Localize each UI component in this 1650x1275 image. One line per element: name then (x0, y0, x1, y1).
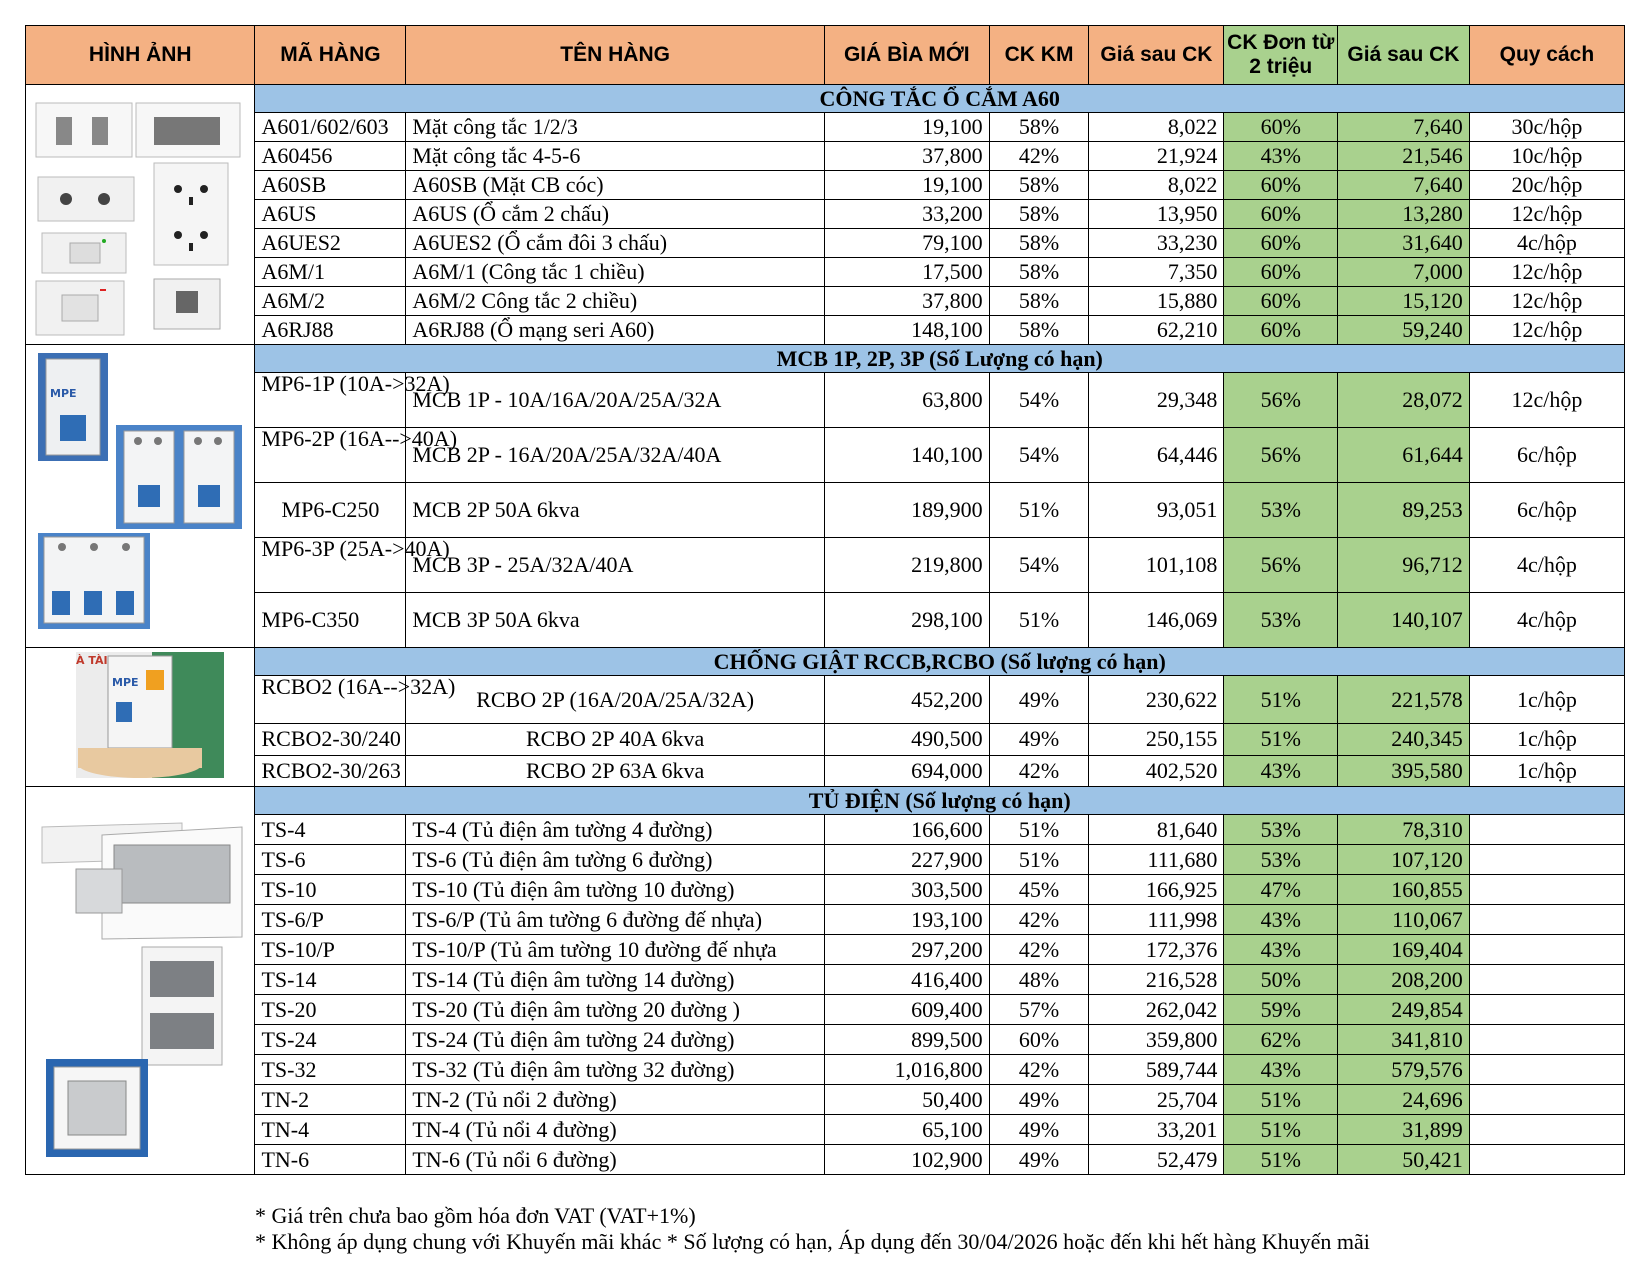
item-ck-km: 51% (989, 593, 1089, 648)
item-code: TN-2 (255, 1085, 406, 1115)
item-price-after-ck2: 7,000 (1338, 258, 1470, 287)
item-code: MP6-2P (16A-->40A) (255, 428, 406, 483)
item-name: RCBO 2P 63A 6kva (406, 755, 825, 786)
item-price-after-ck2: 107,120 (1338, 845, 1470, 875)
item-ck-order: 60% (1224, 113, 1338, 142)
table-row (26, 935, 1625, 965)
item-list-price: 63,800 (824, 373, 989, 428)
item-ck-km: 58% (989, 287, 1089, 316)
item-list-price: 219,800 (824, 538, 989, 593)
item-code: RCBO2-30/240 (255, 724, 406, 755)
item-ck-km: 58% (989, 171, 1089, 200)
item-ck-order: 51% (1224, 1145, 1338, 1175)
item-ck-km: 58% (989, 316, 1089, 345)
item-ck-order: 43% (1224, 142, 1338, 171)
item-price-after-ck: 33,201 (1089, 1115, 1224, 1145)
item-code: TN-6 (255, 1145, 406, 1175)
item-code: TS-32 (255, 1055, 406, 1085)
item-ck-km: 51% (989, 845, 1089, 875)
item-price-after-ck2: 24,696 (1338, 1085, 1470, 1115)
item-price-after-ck2: 7,640 (1338, 113, 1470, 142)
item-list-price: 79,100 (824, 229, 989, 258)
table-row (26, 965, 1625, 995)
mcb-breaker-icon (32, 345, 248, 635)
item-price-after-ck2: 50,421 (1338, 1145, 1470, 1175)
item-name: TN-2 (Tủ nổi 2 đường) (406, 1085, 825, 1115)
item-code: TS-6/P (255, 905, 406, 935)
rcbo-badge-label: À TÀI (76, 654, 108, 667)
item-ck-km: 42% (989, 935, 1089, 965)
item-ck-km: 42% (989, 1055, 1089, 1085)
item-name: A6M/2 Công tắc 2 chiều) (406, 287, 825, 316)
item-code: A601/602/603 (255, 113, 406, 142)
item-list-price: 899,500 (824, 1025, 989, 1055)
item-ck-order: 60% (1224, 171, 1338, 200)
item-price-after-ck: 172,376 (1089, 935, 1224, 965)
item-name: MCB 3P 50A 6kva (406, 593, 825, 648)
item-list-price: 297,200 (824, 935, 989, 965)
item-price-after-ck2: 28,072 (1338, 373, 1470, 428)
table-row (26, 229, 1625, 258)
item-ck-order: 60% (1224, 287, 1338, 316)
table-row (26, 1115, 1625, 1145)
item-packing (1469, 935, 1624, 965)
item-ck-km: 54% (989, 373, 1089, 428)
item-list-price: 148,100 (824, 316, 989, 345)
item-price-after-ck: 7,350 (1089, 258, 1224, 287)
item-packing: 1c/hộp (1469, 755, 1624, 786)
item-code: TN-4 (255, 1115, 406, 1145)
item-packing: 12c/hộp (1469, 258, 1624, 287)
item-price-after-ck2: 169,404 (1338, 935, 1470, 965)
item-name: RCBO 2P (16A/20A/25A/32A) (406, 676, 825, 724)
item-ck-km: 54% (989, 428, 1089, 483)
item-price-after-ck: 262,042 (1089, 995, 1224, 1025)
item-ck-km: 49% (989, 724, 1089, 755)
item-price-after-ck: 8,022 (1089, 113, 1224, 142)
item-ck-order: 60% (1224, 229, 1338, 258)
table-row (26, 171, 1625, 200)
item-name: Mặt công tắc 4-5-6 (406, 142, 825, 171)
item-name: RCBO 2P 40A 6kva (406, 724, 825, 755)
item-ck-order: 56% (1224, 538, 1338, 593)
item-packing: 6c/hộp (1469, 483, 1624, 538)
item-name: TS-10/P (Tủ âm tường 10 đường đế nhựa (406, 935, 825, 965)
item-price-after-ck2: 160,855 (1338, 875, 1470, 905)
item-code: A6US (255, 200, 406, 229)
item-list-price: 33,200 (824, 200, 989, 229)
item-list-price: 37,800 (824, 142, 989, 171)
item-ck-km: 58% (989, 258, 1089, 287)
item-price-after-ck: 52,479 (1089, 1145, 1224, 1175)
section-header (26, 345, 1625, 373)
item-list-price: 452,200 (824, 676, 989, 724)
item-ck-km: 49% (989, 1145, 1089, 1175)
section-title: CHỐNG GIẬT RCCB,RCBO (Số lượng có hạn) (255, 648, 1625, 676)
mcb-images (26, 345, 255, 648)
item-price-after-ck: 25,704 (1089, 1085, 1224, 1115)
item-ck-order: 50% (1224, 965, 1338, 995)
item-packing (1469, 815, 1624, 845)
item-code: TS-4 (255, 815, 406, 845)
item-ck-order: 43% (1224, 905, 1338, 935)
item-packing: 1c/hộp (1469, 724, 1624, 755)
item-name: A6M/1 (Công tắc 1 chiều) (406, 258, 825, 287)
rcbo-breaker-icon (32, 648, 248, 782)
table-row (26, 845, 1625, 875)
header-packing: Quy cách (1469, 26, 1624, 85)
header-price-after-ck: Giá sau CK (1089, 26, 1224, 85)
header-code: MÃ HÀNG (255, 26, 406, 85)
item-packing (1469, 1085, 1624, 1115)
item-name: A6US (Ổ cắm 2 chấu) (406, 200, 825, 229)
item-price-after-ck2: 13,280 (1338, 200, 1470, 229)
item-code: A60SB (255, 171, 406, 200)
item-name: TN-4 (Tủ nổi 4 đường) (406, 1115, 825, 1145)
item-ck-km: 49% (989, 1115, 1089, 1145)
item-ck-order: 53% (1224, 845, 1338, 875)
item-ck-order: 51% (1224, 1115, 1338, 1145)
item-price-after-ck2: 59,240 (1338, 316, 1470, 345)
item-packing: 10c/hộp (1469, 142, 1624, 171)
item-name: TS-6 (Tủ điện âm tường 6 đường) (406, 845, 825, 875)
table-row (26, 538, 1625, 593)
item-code: TS-10/P (255, 935, 406, 965)
header-row (26, 26, 1625, 85)
item-packing (1469, 965, 1624, 995)
section-header (26, 85, 1625, 113)
notes (255, 1203, 1370, 1255)
item-price-after-ck: 64,446 (1089, 428, 1224, 483)
item-name: TS-20 (Tủ điện âm tường 20 đường ) (406, 995, 825, 1025)
section-header (26, 648, 1625, 676)
item-price-after-ck2: 110,067 (1338, 905, 1470, 935)
item-list-price: 19,100 (824, 171, 989, 200)
item-list-price: 65,100 (824, 1115, 989, 1145)
table-row (26, 676, 1625, 724)
item-code: RCBO2 (16A-->32A) (255, 676, 406, 724)
item-name: MCB 1P - 10A/16A/20A/25A/32A (406, 373, 825, 428)
item-ck-km: 42% (989, 755, 1089, 786)
item-packing: 12c/hộp (1469, 316, 1624, 345)
item-packing (1469, 1025, 1624, 1055)
table-row (26, 483, 1625, 538)
header-name: TÊN HÀNG (406, 26, 825, 85)
header-ck-km: CK KM (989, 26, 1089, 85)
table-row (26, 258, 1625, 287)
item-ck-km: 58% (989, 113, 1089, 142)
item-name: TS-6/P (Tủ âm tường 6 đường đế nhựa) (406, 905, 825, 935)
item-code: RCBO2-30/263 (255, 755, 406, 786)
item-list-price: 189,900 (824, 483, 989, 538)
item-list-price: 50,400 (824, 1085, 989, 1115)
item-ck-km: 60% (989, 1025, 1089, 1055)
item-price-after-ck2: 31,640 (1338, 229, 1470, 258)
item-ck-order: 60% (1224, 200, 1338, 229)
table-row (26, 316, 1625, 345)
item-ck-order: 56% (1224, 428, 1338, 483)
item-packing (1469, 1055, 1624, 1085)
item-code: MP6-1P (10A->32A) (255, 373, 406, 428)
item-packing (1469, 1115, 1624, 1145)
item-ck-km: 58% (989, 229, 1089, 258)
item-packing: 4c/hộp (1469, 538, 1624, 593)
item-price-after-ck2: 15,120 (1338, 287, 1470, 316)
item-price-after-ck: 589,744 (1089, 1055, 1224, 1085)
table-row (26, 755, 1625, 786)
item-list-price: 298,100 (824, 593, 989, 648)
table-row (26, 815, 1625, 845)
item-price-after-ck2: 249,854 (1338, 995, 1470, 1025)
table-row (26, 373, 1625, 428)
table-row (26, 428, 1625, 483)
item-code: TS-14 (255, 965, 406, 995)
header-price-after-ck2: Giá sau CK (1338, 26, 1470, 85)
item-name: TS-10 (Tủ điện âm tường 10 đường) (406, 875, 825, 905)
item-ck-order: 47% (1224, 875, 1338, 905)
item-name: A6RJ88 (Ổ mạng seri A60) (406, 316, 825, 345)
table-row (26, 287, 1625, 316)
item-code: A6RJ88 (255, 316, 406, 345)
item-ck-km: 51% (989, 483, 1089, 538)
item-ck-order: 56% (1224, 373, 1338, 428)
item-price-after-ck2: 78,310 (1338, 815, 1470, 845)
item-code: MP6-3P (25A->40A) (255, 538, 406, 593)
item-ck-km: 57% (989, 995, 1089, 1025)
table-row (26, 200, 1625, 229)
item-code: MP6-C350 (255, 593, 406, 648)
item-packing: 12c/hộp (1469, 287, 1624, 316)
item-code: A60456 (255, 142, 406, 171)
item-list-price: 416,400 (824, 965, 989, 995)
header-ck-order: CK Đơn từ 2 triệu (1224, 26, 1338, 85)
item-name: A60SB (Mặt CB cóc) (406, 171, 825, 200)
item-price-after-ck2: 395,580 (1338, 755, 1470, 786)
table-row (26, 142, 1625, 171)
price-table (25, 25, 1625, 1175)
item-list-price: 19,100 (824, 113, 989, 142)
item-price-after-ck: 230,622 (1089, 676, 1224, 724)
item-ck-km: 58% (989, 200, 1089, 229)
item-ck-km: 42% (989, 142, 1089, 171)
item-ck-km: 42% (989, 905, 1089, 935)
item-name: TN-6 (Tủ nổi 6 đường) (406, 1145, 825, 1175)
item-packing: 12c/hộp (1469, 373, 1624, 428)
item-price-after-ck: 359,800 (1089, 1025, 1224, 1055)
item-price-after-ck2: 21,546 (1338, 142, 1470, 171)
item-name: TS-4 (Tủ điện âm tường 4 đường) (406, 815, 825, 845)
item-packing: 20c/hộp (1469, 171, 1624, 200)
item-price-after-ck: 216,528 (1089, 965, 1224, 995)
item-ck-km: 54% (989, 538, 1089, 593)
item-list-price: 694,000 (824, 755, 989, 786)
item-price-after-ck: 250,155 (1089, 724, 1224, 755)
item-packing: 1c/hộp (1469, 676, 1624, 724)
item-price-after-ck2: 140,107 (1338, 593, 1470, 648)
item-code: MP6-C250 (255, 483, 406, 538)
item-name: TS-24 (Tủ điện âm tường 24 đường) (406, 1025, 825, 1055)
item-list-price: 166,600 (824, 815, 989, 845)
item-ck-order: 51% (1224, 676, 1338, 724)
item-price-after-ck2: 96,712 (1338, 538, 1470, 593)
item-price-after-ck: 402,520 (1089, 755, 1224, 786)
item-price-after-ck: 166,925 (1089, 875, 1224, 905)
cabinet-images (26, 787, 255, 1175)
note-vat: * Giá trên chưa bao gồm hóa đơn VAT (VAT+1%) (255, 1203, 696, 1228)
item-price-after-ck2: 31,899 (1338, 1115, 1470, 1145)
item-packing: 4c/hộp (1469, 593, 1624, 648)
item-list-price: 609,400 (824, 995, 989, 1025)
section-title: CÔNG TẮC Ổ CẮM A60 (255, 85, 1625, 113)
item-code: TS-10 (255, 875, 406, 905)
item-ck-km: 45% (989, 875, 1089, 905)
cabinet-icon (32, 787, 248, 1167)
item-packing (1469, 905, 1624, 935)
item-list-price: 303,500 (824, 875, 989, 905)
item-price-after-ck2: 7,640 (1338, 171, 1470, 200)
table-row (26, 724, 1625, 755)
item-packing (1469, 995, 1624, 1025)
item-packing (1469, 1145, 1624, 1175)
item-packing (1469, 845, 1624, 875)
item-ck-order: 43% (1224, 1055, 1338, 1085)
item-price-after-ck: 81,640 (1089, 815, 1224, 845)
item-price-after-ck: 13,950 (1089, 200, 1224, 229)
item-list-price: 227,900 (824, 845, 989, 875)
item-list-price: 102,900 (824, 1145, 989, 1175)
item-price-after-ck: 111,998 (1089, 905, 1224, 935)
item-code: TS-20 (255, 995, 406, 1025)
item-list-price: 17,500 (824, 258, 989, 287)
item-ck-order: 51% (1224, 1085, 1338, 1115)
item-ck-km: 49% (989, 1085, 1089, 1115)
item-price-after-ck2: 208,200 (1338, 965, 1470, 995)
item-packing: 6c/hộp (1469, 428, 1624, 483)
item-ck-km: 48% (989, 965, 1089, 995)
section-header (26, 787, 1625, 815)
item-code: A6UES2 (255, 229, 406, 258)
item-price-after-ck2: 240,345 (1338, 724, 1470, 755)
item-ck-order: 43% (1224, 935, 1338, 965)
item-ck-order: 53% (1224, 483, 1338, 538)
item-packing: 4c/hộp (1469, 229, 1624, 258)
switch-socket-images (26, 85, 255, 345)
item-ck-km: 51% (989, 815, 1089, 845)
item-price-after-ck: 101,108 (1089, 538, 1224, 593)
switch-socket-icon (32, 85, 248, 337)
item-name: MCB 3P - 25A/32A/40A (406, 538, 825, 593)
item-price-after-ck: 29,348 (1089, 373, 1224, 428)
section-title: TỦ ĐIỆN (Số lượng có hạn) (255, 787, 1625, 815)
item-ck-order: 51% (1224, 724, 1338, 755)
item-price-after-ck2: 221,578 (1338, 676, 1470, 724)
table-row (26, 995, 1625, 1025)
table-row (26, 1145, 1625, 1175)
item-ck-order: 60% (1224, 258, 1338, 287)
item-packing: 12c/hộp (1469, 200, 1624, 229)
header-image: HÌNH ẢNH (26, 26, 255, 85)
item-code: A6M/1 (255, 258, 406, 287)
item-list-price: 193,100 (824, 905, 989, 935)
section-title: MCB 1P, 2P, 3P (Số Lượng có hạn) (255, 345, 1625, 373)
item-price-after-ck2: 579,576 (1338, 1055, 1470, 1085)
item-packing (1469, 875, 1624, 905)
item-list-price: 1,016,800 (824, 1055, 989, 1085)
item-ck-km: 49% (989, 676, 1089, 724)
table-row (26, 1025, 1625, 1055)
table-row (26, 1055, 1625, 1085)
item-name: MCB 2P 50A 6kva (406, 483, 825, 538)
item-list-price: 140,100 (824, 428, 989, 483)
item-price-after-ck: 62,210 (1089, 316, 1224, 345)
item-price-after-ck: 111,680 (1089, 845, 1224, 875)
item-list-price: 490,500 (824, 724, 989, 755)
item-name: A6UES2 (Ổ cắm đôi 3 chấu) (406, 229, 825, 258)
table-row (26, 113, 1625, 142)
item-ck-order: 53% (1224, 593, 1338, 648)
note-promo: * Không áp dụng chung với Khuyến mãi khác * Số lượng có hạn, Áp dụng đến 30/04/2026 hoặc đến khi hết hàng Khuyến mãi (255, 1229, 1370, 1254)
item-price-after-ck: 8,022 (1089, 171, 1224, 200)
item-price-after-ck: 15,880 (1089, 287, 1224, 316)
item-ck-order: 60% (1224, 316, 1338, 345)
item-price-after-ck2: 61,644 (1338, 428, 1470, 483)
item-price-after-ck: 21,924 (1089, 142, 1224, 171)
item-ck-order: 53% (1224, 815, 1338, 845)
table-row (26, 1085, 1625, 1115)
item-packing: 30c/hộp (1469, 113, 1624, 142)
item-code: TS-6 (255, 845, 406, 875)
item-list-price: 37,800 (824, 287, 989, 316)
item-code: A6M/2 (255, 287, 406, 316)
item-price-after-ck2: 341,810 (1338, 1025, 1470, 1055)
item-price-after-ck: 146,069 (1089, 593, 1224, 648)
mcb-brand-label: MPE (50, 387, 77, 400)
item-price-after-ck2: 89,253 (1338, 483, 1470, 538)
rcbo-brand-label: MPE (112, 676, 139, 689)
rcbo-images (26, 648, 255, 787)
table-row (26, 593, 1625, 648)
header-list-price: GIÁ BÌA MỚI (824, 26, 989, 85)
item-price-after-ck: 33,230 (1089, 229, 1224, 258)
item-name: MCB 2P - 16A/20A/25A/32A/40A (406, 428, 825, 483)
table-row (26, 905, 1625, 935)
table-row (26, 875, 1625, 905)
item-name: TS-32 (Tủ điện âm tường 32 đường) (406, 1055, 825, 1085)
item-ck-order: 43% (1224, 755, 1338, 786)
item-price-after-ck: 93,051 (1089, 483, 1224, 538)
item-name: TS-14 (Tủ điện âm tường 14 đường) (406, 965, 825, 995)
item-name: Mặt công tắc 1/2/3 (406, 113, 825, 142)
item-ck-order: 59% (1224, 995, 1338, 1025)
item-code: TS-24 (255, 1025, 406, 1055)
item-ck-order: 62% (1224, 1025, 1338, 1055)
